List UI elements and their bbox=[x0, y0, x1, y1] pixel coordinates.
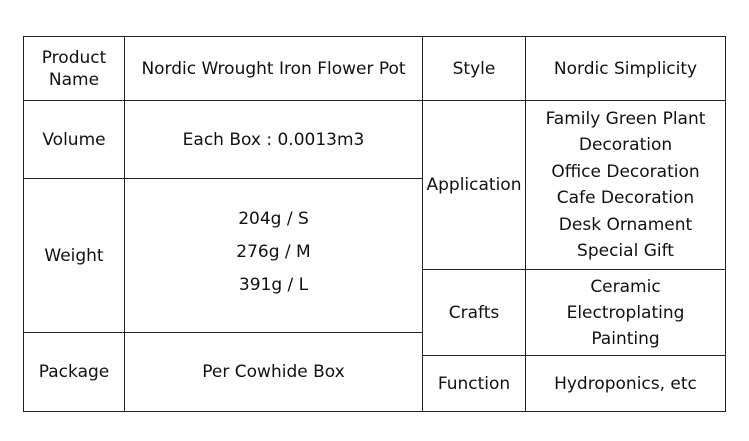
weight-value-medium: 276g / M bbox=[236, 242, 311, 262]
volume-value: Each Box : 0.0013m3 bbox=[182, 129, 365, 150]
function-value: Hydroponics, etc bbox=[554, 373, 697, 394]
product-name-value: Nordic Wrought Iron Flower Pot bbox=[141, 58, 406, 79]
crafts-values bbox=[526, 270, 725, 355]
weight-label: Weight bbox=[44, 245, 104, 266]
style-value: Nordic Simplicity bbox=[553, 58, 698, 79]
product-name-label-line1: Product bbox=[41, 47, 107, 68]
weight-values bbox=[125, 179, 422, 332]
product-name-label-line2: Name bbox=[48, 69, 100, 90]
package-label: Package bbox=[38, 362, 110, 382]
product-name-label bbox=[24, 37, 124, 100]
application-value-4: Cafe Decoration bbox=[556, 188, 695, 208]
application-values bbox=[526, 101, 725, 269]
application-value-6: Special Gift bbox=[577, 241, 674, 261]
volume-label: Volume bbox=[42, 129, 106, 150]
weight-value-large: 391g / L bbox=[238, 275, 309, 295]
package-value: Per Cowhide Box bbox=[202, 362, 345, 382]
application-value-5: Desk Ornament bbox=[558, 214, 693, 235]
application-value-3: Office Decoration bbox=[551, 161, 700, 182]
border-bottom bbox=[23, 411, 726, 412]
weight-value-small: 204g / S bbox=[238, 209, 309, 229]
application-label: Application bbox=[426, 175, 522, 195]
spec-table bbox=[23, 36, 726, 412]
function-label: Function bbox=[437, 373, 511, 394]
crafts-value-1: Ceramic bbox=[590, 276, 661, 297]
crafts-value-3: Painting bbox=[591, 328, 660, 349]
style-label: Style bbox=[452, 58, 496, 79]
crafts-value-2: Electroplating bbox=[566, 302, 685, 323]
application-value-2: Decoration bbox=[578, 135, 673, 155]
application-value-1: Family Green Plant bbox=[545, 108, 706, 129]
crafts-label: Crafts bbox=[448, 302, 500, 323]
